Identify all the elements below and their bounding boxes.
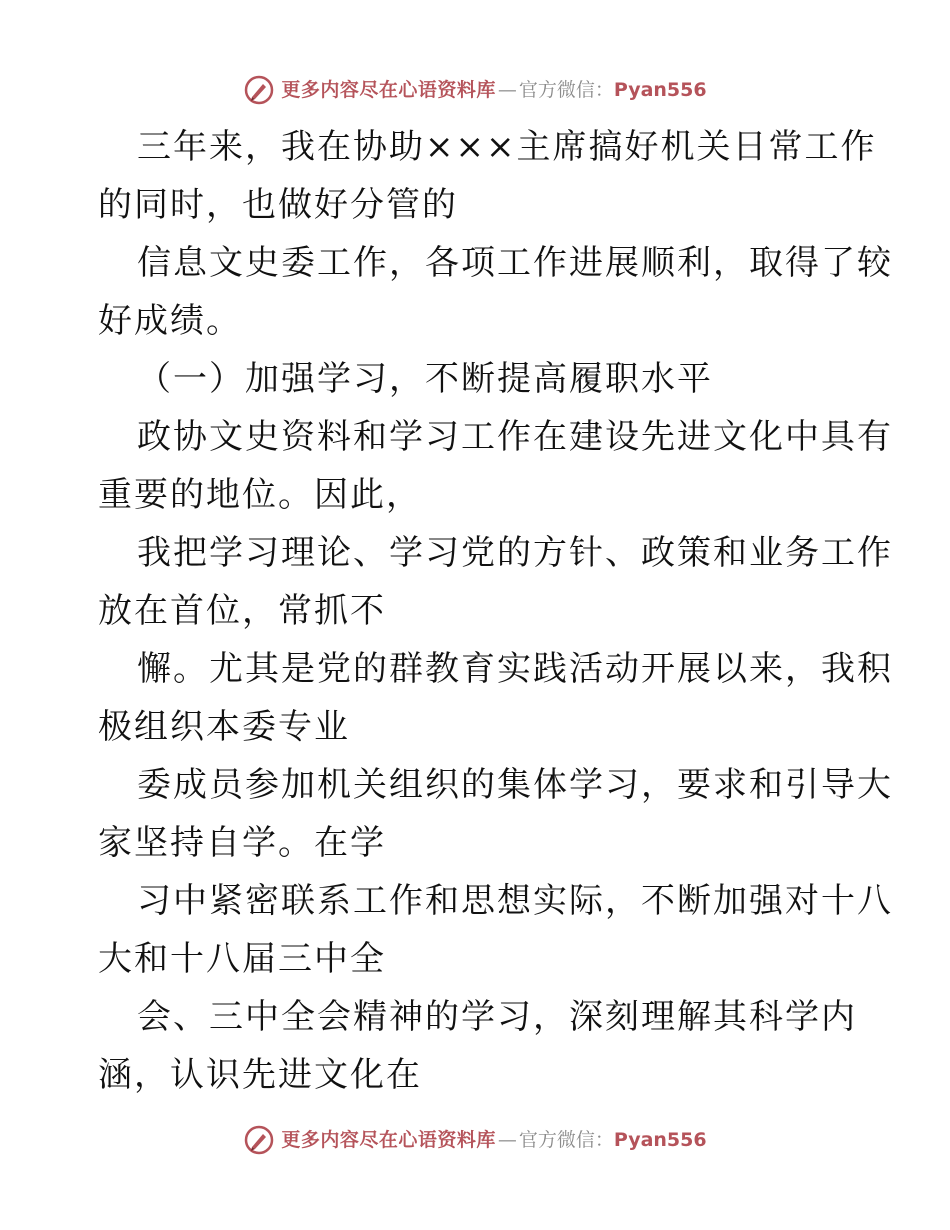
paragraph-line: 家坚持自学。在学: [98, 823, 386, 863]
paragraph-line: 大和十八届三中全: [98, 939, 386, 979]
watermark-header: [0, 70, 950, 110]
paragraph-line: 政协文史资料和学习工作在建设先进文化中具有: [137, 417, 893, 457]
paragraph-line: 极组织本委专业: [98, 707, 350, 747]
paragraph-line: 委成员参加机关组织的集体学习，要求和引导大: [137, 765, 893, 805]
watermark-title: 更多内容尽在心语资料库: [281, 1129, 496, 1151]
paragraph-line: 好成绩。: [98, 301, 242, 341]
pen-logo-icon: [243, 74, 275, 106]
paragraph-line: 涵，认识先进文化在: [98, 1055, 422, 1095]
paragraph-line: 我把学习理论、学习党的方针、政策和业务工作: [137, 533, 893, 573]
watermark-wechat-label: 官方微信：: [518, 79, 614, 101]
watermark-dash: —: [497, 1129, 517, 1151]
paragraph-line: 会、三中全会精神的学习，深刻理解其科学内: [137, 997, 857, 1037]
watermark-wechat-id: Pyan556: [613, 1129, 707, 1151]
paragraph-line: 习中紧密联系工作和思想实际，不断加强对十八: [137, 881, 893, 921]
paragraph-line: 懈。尤其是党的群教育实践活动开展以来，我积: [137, 649, 893, 689]
watermark-title: 更多内容尽在心语资料库: [281, 79, 496, 101]
paragraph-line: 信息文史委工作，各项工作进展顺利，取得了较: [137, 243, 893, 283]
watermark-wechat-id: Pyan556: [613, 79, 707, 101]
section-heading: （一）加强学习，不断提高履职水平: [137, 359, 713, 399]
watermark-dash: —: [497, 79, 517, 101]
paragraph-line: 重要的地位。因此，: [98, 475, 422, 515]
paragraph-line: 三年来，我在协助×××主席搞好机关日常工作: [137, 127, 877, 167]
paragraph-line: 的同时，也做好分管的: [98, 185, 458, 225]
paragraph-line: 放在首位，常抓不: [98, 591, 386, 631]
watermark-footer: [0, 1120, 950, 1160]
watermark-wechat-label: 官方微信：: [518, 1129, 614, 1151]
pen-logo-icon: [243, 1124, 275, 1156]
